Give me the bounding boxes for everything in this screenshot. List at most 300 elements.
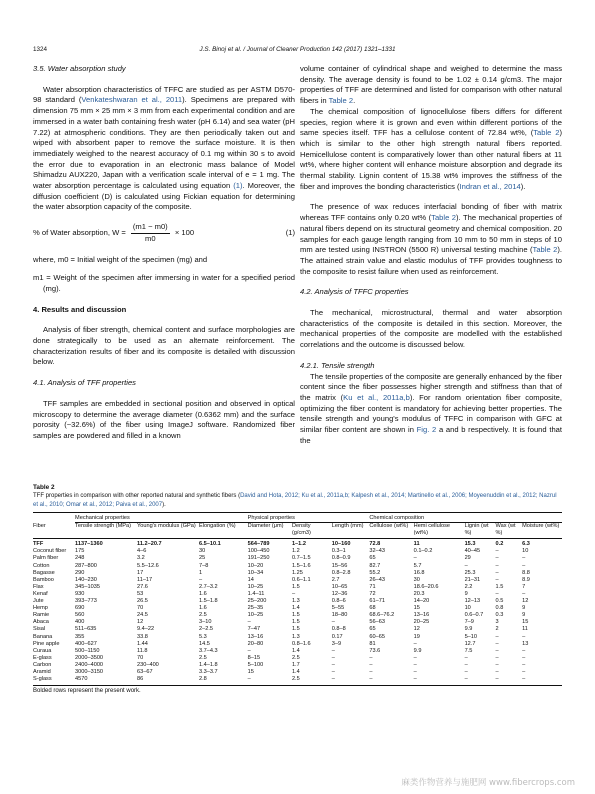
table-cell: 1137–1360 xyxy=(75,541,103,548)
column-header: Tensile strength (MPa) xyxy=(75,523,137,539)
table-cell: 248 xyxy=(75,555,85,562)
group-header-chemical: Chemical composition xyxy=(369,513,562,523)
table-cell: 71 xyxy=(369,583,376,590)
table-cell: – xyxy=(331,654,335,661)
where-line-2: m1 = Weight of the specimen after immersing in water for a specified period (mg). xyxy=(33,273,295,293)
table-row xyxy=(33,669,562,676)
paragraph-wax: The presence of wax reduces interfacial bonding of fiber with matrix whereas TFF contains only 0.20 wt% (Table 2). The mechanical properties of natural fibers depend on its structural geometry and chemical composition. 20 samples for each gauge length ranging from 10 mm to 50 mm in steps of 10 mm are tested using INSTRON (5500 R) universal testing machine (Table 2). The attained strain value and elastic modulus of TFF provides toughness to the composite to resist failure when used as reinforcement. xyxy=(300,202,562,276)
table-cell: – xyxy=(465,676,496,686)
table-cell: 11 xyxy=(522,626,528,633)
table-cell: 1.4 xyxy=(291,668,300,675)
table-cell: – xyxy=(522,647,526,654)
table-cell: 0.6–1.1 xyxy=(291,576,311,583)
equation-1 xyxy=(33,222,295,244)
table-cell: 10–34 xyxy=(247,569,264,576)
table-cell: 1.5 xyxy=(291,626,300,633)
table-cell: 560 xyxy=(75,612,85,619)
right-column xyxy=(300,64,562,447)
table-cell: 0.7–1.5 xyxy=(291,555,311,562)
table-row xyxy=(33,619,562,626)
table-cell: 53 xyxy=(137,590,144,597)
fiber-name-cell: Carbon xyxy=(33,661,52,668)
fiber-name-cell: Sisal xyxy=(33,626,46,633)
table-cell: 9.4–22 xyxy=(137,626,155,633)
table-cell: – xyxy=(464,661,468,668)
table-row xyxy=(33,548,562,555)
table-row xyxy=(33,648,562,655)
table-row xyxy=(33,612,562,619)
fiber-name-cell: S-glass xyxy=(33,676,75,686)
table-cell: – xyxy=(247,647,251,654)
equation-number: (1) xyxy=(285,227,295,237)
table-cell: – xyxy=(291,590,296,597)
table-cell: 2000–3500 xyxy=(75,654,104,661)
fiber-name-cell: Bamboo xyxy=(33,576,54,583)
table-cell: 70 xyxy=(137,605,144,612)
fiber-name-cell: Abaca xyxy=(33,619,49,626)
table-cell: 0.3 xyxy=(495,612,504,619)
table-cell: – xyxy=(495,548,499,555)
table-2 xyxy=(33,484,562,694)
table-cell: 10–65 xyxy=(331,583,348,590)
table-cell: 5–100 xyxy=(247,661,264,668)
fiber-name-cell: Banana xyxy=(33,633,53,640)
table-cell: 1.5 xyxy=(291,583,300,590)
table-cell: 9.9 xyxy=(464,626,473,633)
table-cell: – xyxy=(464,654,468,661)
table-link[interactable]: Table 2 xyxy=(532,245,558,255)
table-cell: – xyxy=(522,676,562,686)
table-cell: 1.5–1.6 xyxy=(291,562,311,569)
table-cell: – xyxy=(332,676,370,686)
table-cell: 5.3 xyxy=(198,633,207,640)
table-cell: 2 xyxy=(495,626,499,633)
table-cell: 15 xyxy=(522,619,529,626)
table-cell: 1.4–11 xyxy=(247,590,265,597)
table-cell: 0.8–6 xyxy=(331,598,346,605)
table-cell: 6.5–10.1 xyxy=(198,541,221,548)
table-cell: 1–1.2 xyxy=(291,541,306,548)
table-row xyxy=(33,626,562,633)
table-cell: 3000–3150 xyxy=(75,668,104,675)
table-cell: 0.8–0.9 xyxy=(331,555,351,562)
table-cell: 25–35 xyxy=(247,605,264,612)
table-cell: – xyxy=(198,576,203,583)
table-cell: 40–45 xyxy=(464,548,481,555)
table-cell: 21–31 xyxy=(464,576,481,583)
table-cell: 10–160 xyxy=(331,541,351,548)
column-header: Length (mm) xyxy=(332,523,370,539)
table-cell: 0.8–8 xyxy=(331,626,346,633)
table-cell: 0.3–1 xyxy=(331,548,346,555)
table-cell: 10 xyxy=(464,605,471,612)
table-cell: – xyxy=(522,668,526,675)
table-row xyxy=(33,591,562,598)
table-cell: 5–10 xyxy=(464,633,478,640)
table-cell: 0.8–1.6 xyxy=(291,640,311,647)
table-cell: 14.5 xyxy=(198,640,210,647)
column-header: Lignin (wt %) xyxy=(465,523,496,539)
table-cell: 2–2.5 xyxy=(198,626,213,633)
table-cell: 72.8 xyxy=(369,541,381,548)
table-cell: – xyxy=(495,647,499,654)
table-link[interactable]: Table 2 xyxy=(431,213,457,223)
table-cell: 14–20 xyxy=(413,598,430,605)
left-column xyxy=(33,64,295,442)
table-cell: 511–635 xyxy=(75,626,97,633)
table-cell: – xyxy=(331,661,335,668)
table-cell: 1.3 xyxy=(291,598,300,605)
table-cell: 8.9 xyxy=(522,576,530,583)
table-cell: 25.3 xyxy=(464,569,476,576)
table-cell: 65 xyxy=(369,626,376,633)
table-title: Table 2 xyxy=(33,484,55,491)
reference-link[interactable]: Indran et al., 2014 xyxy=(459,181,521,191)
section-heading-4-2-1: 4.2.1. Tensile strength xyxy=(300,360,375,370)
table-row xyxy=(33,662,562,669)
table-cell: 12–36 xyxy=(331,590,348,597)
table-cell: 86 xyxy=(137,676,199,686)
table-cell: 9 xyxy=(522,612,526,619)
table-cell: 26.5 xyxy=(137,598,148,605)
table-cell: 20.3 xyxy=(413,590,425,597)
table-cell: 10 xyxy=(522,548,529,555)
column-header: Wax (wt %) xyxy=(496,523,523,539)
properties-table xyxy=(33,512,562,686)
table-cell: 1.2 xyxy=(291,548,300,555)
table-footnote: Bolded rows represent the present work. xyxy=(33,688,141,695)
table-cell: – xyxy=(495,562,499,569)
table-cell: 13–16 xyxy=(247,633,264,640)
table-link[interactable]: Table 2 xyxy=(328,96,354,106)
table-cell: – xyxy=(495,668,499,675)
paragraph-density: volume container of cylindrical shape and weighed to determine the mass density. The average density is found to be 1.02 ± 0.14 g/cm3. The major properties of TFF are determined and listed for comparison with other natural fibers in Table 2. xyxy=(300,64,562,106)
table-row xyxy=(33,634,562,641)
fiber-name-cell: E-glass xyxy=(33,654,52,661)
table-cell: 3.2 xyxy=(137,555,145,562)
column-header: Fiber xyxy=(33,523,75,539)
table-row xyxy=(33,570,562,577)
table-cell: – xyxy=(522,661,526,668)
table-cell: 18.6–20.6 xyxy=(413,583,439,590)
table-cell: – xyxy=(369,654,373,661)
paragraph-tff-analysis: TFF samples are embedded in sectional position and observed in optical microscopy to determine the average diameter (0.6362 mm) and the surface porosity (~32.6%) of the fiber using ImageJ software. Randomized fiber samples are powdered and filled in a known xyxy=(33,398,295,440)
section-heading-4-1: 4.1. Analysis of TFF properties xyxy=(33,378,136,388)
column-header: Density (g/cm3) xyxy=(292,523,332,539)
table-cell: 100–450 xyxy=(247,548,270,555)
section-heading-4-2: 4.2. Analysis of TFFC properties xyxy=(300,287,409,297)
column-header: Diameter (μm) xyxy=(248,523,292,539)
table-cell: 27.6 xyxy=(137,583,148,590)
table-cell: 11.2–20.7 xyxy=(137,541,162,548)
table-cell: 2.5 xyxy=(292,676,332,686)
table-cell: 400–627 xyxy=(75,640,97,647)
table-cell: 1 xyxy=(198,569,203,576)
table-cell: 1.44 xyxy=(137,640,148,647)
figure-link[interactable]: Fig. 2 xyxy=(416,425,437,435)
table-cell: 81 xyxy=(369,640,376,647)
paragraph-tffc: The mechanical, microstructural, thermal and water absorption characteristics of the composite is detailed in this section. Moreover, the mechanical properties of the composite are modelled with the established correlations and the outcome is discussed below. xyxy=(300,308,562,350)
reference-link[interactable]: Ku et al., 2011a,b xyxy=(343,392,410,402)
fiber-name-cell: Aramid xyxy=(33,668,51,675)
table-cell: 2.5 xyxy=(198,654,207,661)
table-cell: 3.3–3.7 xyxy=(198,668,218,675)
fiber-name-cell: Curaua xyxy=(33,647,52,654)
table-cell: 11 xyxy=(413,541,420,548)
table-cell: 17 xyxy=(137,569,144,576)
table-cell: – xyxy=(495,654,499,661)
table-cell: – xyxy=(413,661,417,668)
column-header: Elongation (%) xyxy=(199,523,248,539)
table-cell: 175 xyxy=(75,548,85,555)
table-cell: – xyxy=(495,661,499,668)
table-cell: – xyxy=(369,668,373,675)
table-cell: 2.5 xyxy=(291,654,300,661)
fiber-name-cell: Pine apple xyxy=(33,640,60,647)
table-cell: 82.7 xyxy=(369,562,381,569)
table-cell: 2.7 xyxy=(331,576,340,583)
equation-link[interactable]: (1) xyxy=(233,181,243,191)
group-header-physical: Physical properties xyxy=(248,513,370,523)
table-cell: 16.8 xyxy=(413,569,425,576)
table-cell: 7–8 xyxy=(198,562,209,569)
table-cell: – xyxy=(414,676,465,686)
table-caption: TFF properties in comparison with other reported natural and synthetic fibers (David and Hota, 2012; Ku et al., 2011a,b; Kalpesh et al., 2014; Martinello et al., 2006; Moyeenuddin et al., 2012; Nazrul et al., 2010; Omar et al., 2012; Paiva et al., 2007). xyxy=(33,493,557,508)
table-cell: 2.8 xyxy=(199,676,248,686)
table-cell: – xyxy=(522,633,526,640)
table-cell: 56–63 xyxy=(369,619,385,626)
where-line-1: where, m0 = Initial weight of the specimen (mg) and xyxy=(33,254,208,264)
table-cell: 345–1035 xyxy=(75,583,100,590)
equation-lhs: % of Water absorption, W = xyxy=(33,228,126,238)
table-cell: 13–16 xyxy=(413,612,430,619)
table-row xyxy=(33,655,562,662)
table-cell: – xyxy=(369,676,413,686)
paragraph-chemical: The chemical composition of lignocellulose fibers differs for different species, region where it is grown and even within different portions of the same species itself. TFF has a cellulose content of 72.84 wt%, (Table 2) which is similar to the other high strength natural fibers reported. Hemicellulose content is comparatively lower than other natural fibers at 11 wt%, where higher content will enhance moisture absorption and degrade its thermal stability. Lignin content of 15.38 wt% improves the stiffness of the fiber and improves the bonding characteristics (Indran et al., 2014). xyxy=(300,106,562,191)
table-row xyxy=(33,598,562,605)
table-cell: 30 xyxy=(413,576,420,583)
table-cell: 73.6 xyxy=(369,647,381,654)
table-cell: – xyxy=(369,661,373,668)
table-cell: 1.5 xyxy=(495,583,504,590)
column-header: Moisture (wt%) xyxy=(522,523,562,539)
table-cell: 1.25 xyxy=(291,569,303,576)
table-cell: 4570 xyxy=(75,676,137,686)
table-cell: 26–43 xyxy=(369,576,385,583)
fiber-name-cell: Kenaf xyxy=(33,590,48,597)
section-heading-3-5: 3.5. Water absorption study xyxy=(33,64,126,73)
table-cell: 20–80 xyxy=(247,640,264,647)
table-cell: 3.7–4.3 xyxy=(198,647,218,654)
table-cell: – xyxy=(331,668,335,675)
table-cell: – xyxy=(522,555,526,562)
table-cell: 15 xyxy=(247,668,254,675)
column-header: Cellulose (wt%) xyxy=(369,523,413,539)
table-cell: 230–400 xyxy=(137,661,159,668)
table-cell: – xyxy=(247,619,251,626)
table-cell: – xyxy=(522,562,526,569)
table-cell: 3 xyxy=(495,619,499,626)
table-cell: 12 xyxy=(137,619,144,626)
fiber-name-cell: Bagasse xyxy=(33,569,55,576)
table-cell: 1.4 xyxy=(291,605,300,612)
fiber-name-cell: TFF xyxy=(33,541,44,548)
table-cell: 564–789 xyxy=(247,541,270,548)
table-cell: – xyxy=(413,668,417,675)
table-cell: 12 xyxy=(413,626,420,633)
table-cell: 0.2 xyxy=(495,541,504,548)
fiber-name-cell: Jute xyxy=(33,598,44,605)
page-number: 1324 xyxy=(33,46,48,53)
table-cell: 7–9 xyxy=(464,619,474,626)
table-cell: 11–17 xyxy=(137,576,153,583)
watermark: 麻类作物营养与施肥网 www.fibercrops.com xyxy=(401,778,575,788)
table-cell: 690 xyxy=(75,605,85,612)
table-cell: – xyxy=(495,633,499,640)
equation-rhs: × 100 xyxy=(174,228,195,238)
table-cell: – xyxy=(331,647,335,654)
paragraph-tensile: The tensile properties of the composite are generally enhanced by the fiber content since the fiber possesses higher strength and stiffness than that of the matrix (Ku et al., 2011a,b). For random orientation fiber composite, optimizing the fiber content is mandatory for achieving better properties. The tensile strength and young's modulus of TFFC in comparison with GFC at similar fiber content are shown in Fig. 2 a and b respectively. It is found that the xyxy=(300,371,563,445)
table-cell: 68.6–76.2 xyxy=(369,612,395,619)
paragraph-water-absorption: Water absorption characteristics of TFFC are studied as per ASTM D570-98 standard (Venkateshwaran et al., 2011). Specimens are prepared with dimension 75 mm × 25 mm × 3 mm from each experimental condition and are immersed in a water bath containing fresh water (pH 6.14) and sea water (pH 7.22) at atmospheric conditions. They are then periodically taken out and wiped with absorbent paper to remove the surface moisture. It is then immediately weighed to the nearest accuracy of 0.1 mg within 30 s to avoid the error due to evaporation in an electronic mass balance of Model Shimadzu AUX220, Japan with a verification scale interval of e = 1 mg. The water absorption percentage is calculated using equation (1). Moreover, the diffusion coefficient (D) is calculated using Fickian equation for determining the water absorption capacity of the composite. xyxy=(33,84,295,212)
table-row xyxy=(33,577,562,584)
table-cell: 11.8 xyxy=(137,647,148,654)
table-cell: 10–25 xyxy=(247,583,264,590)
table-cell: 15–56 xyxy=(331,562,348,569)
table-row xyxy=(33,563,562,570)
table-cell: – xyxy=(495,640,499,647)
table-cell: 24.5 xyxy=(137,612,148,619)
table-cell: 7.5 xyxy=(464,647,473,654)
table-cell: – xyxy=(495,590,499,597)
table-cell: – xyxy=(522,590,526,597)
table-cell: 2.7–3.2 xyxy=(198,583,218,590)
table-cell: – xyxy=(413,654,417,661)
table-row xyxy=(33,676,562,686)
fiber-name-cell: Flax xyxy=(33,583,44,590)
table-cell: 0.6–0.7 xyxy=(464,612,484,619)
table-cell: 2.2 xyxy=(464,583,473,590)
fiber-name-cell: Ramie xyxy=(33,612,50,619)
table-cell: 9.9 xyxy=(413,647,422,654)
table-cell: 393–773 xyxy=(75,598,97,605)
table-cell: 355 xyxy=(75,633,85,640)
table-cell: – xyxy=(464,668,468,675)
table-cell: 19 xyxy=(413,633,420,640)
table-cell: 25 xyxy=(198,555,206,562)
table-cell: 10–20 xyxy=(247,562,264,569)
column-header: Young's modulus (GPa) xyxy=(137,523,199,539)
table-cell: 3–9 xyxy=(331,640,342,647)
table-cell: 65 xyxy=(369,555,376,562)
reference-links[interactable]: David and Hota, 2012; Ku et al., 2011a,b; Kalpesh et al., 2014; Martinello et al., 2006; Moyeenuddin et al., 2012; Nazrul et al., 2010; Omar et al., 2012; Paiva et al., 2007 xyxy=(33,493,557,508)
table-cell: 10–25 xyxy=(247,612,264,619)
table-cell: 61–71 xyxy=(369,598,385,605)
table-row xyxy=(33,555,562,562)
table-cell: – xyxy=(495,576,499,583)
table-cell: 191–250 xyxy=(247,555,270,562)
paragraph-results: Analysis of fiber strength, chemical content and surface morphologies are done strategically to be used as an alternate reinforcement. The characterization results of fiber and its composite is detailed with discussion below. xyxy=(33,325,295,367)
table-cell: – xyxy=(413,640,417,647)
table-cell: 1.5–1.8 xyxy=(198,598,218,605)
table-cell: 25–200 xyxy=(247,598,267,605)
table-cell: 63–67 xyxy=(137,668,153,675)
table-cell: 68 xyxy=(369,605,376,612)
fiber-name-cell: Hemp xyxy=(33,605,48,612)
table-cell: 72 xyxy=(369,590,376,597)
table-cell: 1.4 xyxy=(291,647,300,654)
table-row xyxy=(33,539,562,549)
table-cell: 8–15 xyxy=(247,654,261,661)
table-cell: 8.8 xyxy=(522,569,530,576)
table-cell: 13 xyxy=(522,640,529,647)
table-cell: 14 xyxy=(247,576,254,583)
table-cell: 1.6 xyxy=(198,605,207,612)
table-cell: 3–10 xyxy=(198,619,212,626)
table-cell: 500–1150 xyxy=(75,647,100,654)
table-cell: 0.5 xyxy=(495,598,504,605)
table-cell: 20–25 xyxy=(413,619,430,626)
table-cell: 55.2 xyxy=(369,569,381,576)
table-cell: 7–47 xyxy=(247,626,261,633)
table-row xyxy=(33,641,562,648)
journal-citation: J.S. Binoj et al. / Journal of Cleaner Production 142 (2017) 1321–1331 xyxy=(199,46,396,53)
table-cell: 5.7 xyxy=(413,562,422,569)
table-cell: 1.5 xyxy=(291,619,300,626)
table-cell: 29 xyxy=(464,555,471,562)
table-cell: 5–55 xyxy=(331,605,345,612)
table-cell: – xyxy=(495,555,499,562)
reference-link[interactable]: Venkateshwaran et al., 2011 xyxy=(81,95,183,105)
fiber-name-cell: Palm fiber xyxy=(33,555,59,562)
table-cell: 2400–4000 xyxy=(75,661,104,668)
table-row xyxy=(33,584,562,591)
table-cell: – xyxy=(413,555,417,562)
table-cell: 1.5 xyxy=(291,612,300,619)
table-cell: 1.7 xyxy=(291,661,300,668)
column-header: Hemi cellulose (wt%) xyxy=(414,523,465,539)
table-cell: 15.3 xyxy=(464,541,476,548)
table-cell: – xyxy=(496,676,523,686)
table-cell: 12.7 xyxy=(464,640,476,647)
table-cell: 290 xyxy=(75,569,85,576)
section-heading-4: 4. Results and discussion xyxy=(33,304,127,314)
table-cell: 32–43 xyxy=(369,548,385,555)
table-row xyxy=(33,605,562,612)
fiber-name-cell: Cotton xyxy=(33,562,50,569)
table-cell: 12 xyxy=(522,598,529,605)
equation-fraction: $\frac{(m1 - m0)}{m0}$ xyxy=(132,222,168,243)
table-cell: 5.5–12.6 xyxy=(137,562,159,569)
table-cell: 30 xyxy=(198,548,206,555)
table-link[interactable]: Table 2 xyxy=(533,128,560,138)
table-cell: – xyxy=(464,562,468,569)
table-cell: 287–800 xyxy=(75,562,97,569)
table-cell: 33.8 xyxy=(137,633,148,640)
table-cell: 1.3 xyxy=(291,633,300,640)
table-cell: 1.4–1.8 xyxy=(198,661,218,668)
table-cell: 0.8–2.8 xyxy=(331,569,351,576)
table-cell: 12–13 xyxy=(464,598,481,605)
table-cell: 6.3 xyxy=(522,541,530,548)
table-cell: 4–6 xyxy=(137,548,147,555)
table-cell: 2.5 xyxy=(198,612,207,619)
table-cell: 60–65 xyxy=(369,633,385,640)
table-cell: 0.1–0.2 xyxy=(413,548,433,555)
table-cell: 0.17 xyxy=(331,633,343,640)
table-cell: – xyxy=(495,569,499,576)
table-cell: 7 xyxy=(522,583,526,590)
